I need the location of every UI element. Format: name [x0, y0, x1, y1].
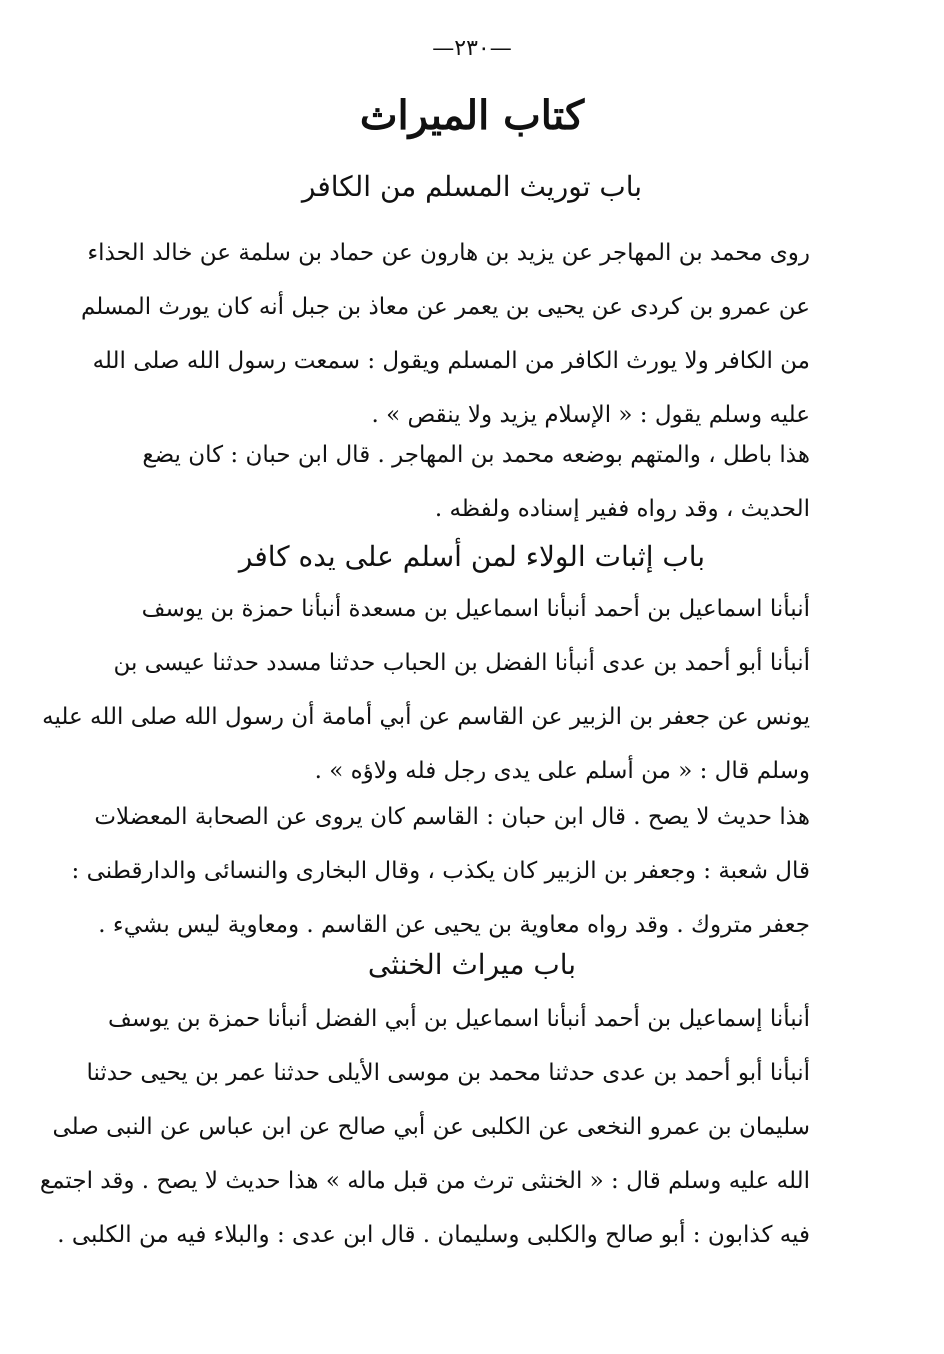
text-line: عن عمرو بن كردى عن يحيى بن يعمر عن معاذ بن جبل أنه كان يورث المسلم [80, 294, 810, 320]
text-line: هذا حديث لا يصح . قال ابن حبان : القاسم كان يروى عن الصحابة المعضلات [94, 804, 810, 830]
text-line: أنبأنا إسماعيل بن أحمد أنبأنا اسماعيل بن أبي الفضل أنبأنا حمزة بن يوسف [108, 1006, 810, 1032]
chapter-heading: باب إثبات الولاء لمن أسلم على يده كافر [238, 540, 706, 573]
text-line: أنبأنا اسماعيل بن أحمد أنبأنا اسماعيل بن مسعدة أنبأنا حمزة بن يوسف [141, 596, 810, 622]
chapter-heading: باب ميراث الخنثى [367, 948, 577, 981]
text-line: الله عليه وسلم قال : « الخنثى ترث من قبل ماله » هذا حديث لا يصح . وقد اجتمع [39, 1168, 810, 1194]
text-line: أنبأنا أبو أحمد بن عدى أنبأنا الفضل بن الحباب حدثنا مسدد حدثنا عيسى بن [113, 650, 810, 676]
text-line: عليه وسلم يقول : « الإسلام يزيد ولا ينقص » . [371, 402, 810, 428]
text-line: الحديث ، وقد رواه ففير إسناده ولفظه . [434, 496, 810, 522]
text-line: يونس عن جعفر بن الزبير عن القاسم عن أبي أمامة أن رسول الله صلى الله عليه [42, 704, 810, 730]
paragraph [71, 790, 810, 952]
chapter-heading: باب توريث المسلم من الكافر [301, 170, 643, 203]
text-line: من الكافر ولا يورث الكافر من المسلم ويقول : سمعت رسول الله صلى الله [92, 348, 810, 374]
text-line: قال شعبة : وجعفر بن الزبير كان يكذب ، وقال البخارى والنسائى والدارقطنى : [71, 858, 810, 884]
text-line: سليمان بن عمرو النخعى عن الكلبى عن أبي صالح عن ابن عباس عن النبى صلى [52, 1114, 810, 1140]
paragraph [39, 992, 810, 1262]
book-title: كتاب الميراث [359, 92, 585, 139]
page-number: —٢٣٠— [432, 36, 512, 61]
paragraph [80, 226, 810, 442]
text-line: أنبأنا أبو أحمد بن عدى حدثنا محمد بن موسى الأيلى حدثنا عمر بن يحيى حدثنا [86, 1060, 810, 1086]
text-line: هذا باطل ، والمتهم بوضعه محمد بن المهاجر . قال ابن حبان : كان يضع [142, 442, 810, 468]
text-line: وسلم قال : « من أسلم على يدى رجل فله ولاؤه » . [314, 758, 810, 784]
text-line: روى محمد بن المهاجر عن يزيد بن هارون عن حماد بن سلمة عن خالد الحذاء [87, 240, 810, 266]
paragraph [42, 582, 810, 798]
text-line: جعفر متروك . وقد رواه معاوية بن يحيى عن القاسم . ومعاوية ليس بشيء . [98, 912, 810, 938]
text-line: فيه كذابون : أبو صالح والكلبى وسليمان . قال ابن عدى : والبلاء فيه من الكلبى . [57, 1222, 810, 1248]
paragraph [142, 428, 810, 536]
